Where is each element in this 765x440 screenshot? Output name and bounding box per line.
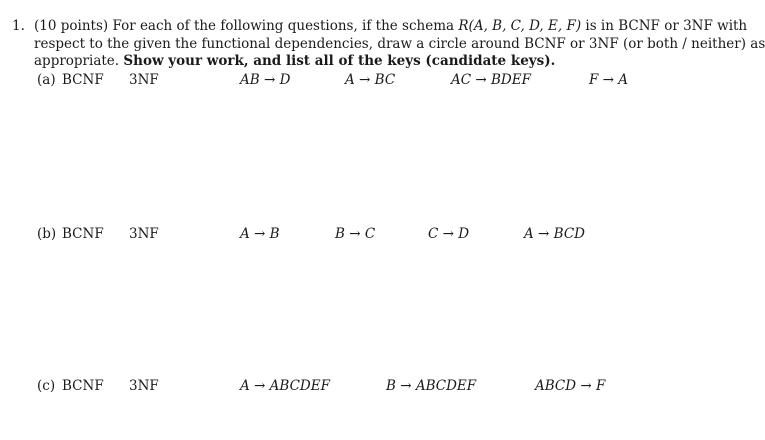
part-c-fd-3: ABCD → F bbox=[535, 378, 606, 394]
part-a-fd-3: AC → BDEF bbox=[451, 72, 531, 88]
question-line-3 bbox=[34, 53, 674, 71]
question-line-2: respect to the given the functional dependencies, draw a circle around BCNF or 3NF (or both / neither) as bbox=[34, 35, 765, 52]
question-text bbox=[34, 18, 765, 71]
part-b-label: (b) bbox=[37, 226, 57, 242]
question-intro: For each of the following questions, if the schema bbox=[112, 18, 455, 34]
schema-name: R(A, B, C, D, E, F) bbox=[458, 18, 582, 34]
part-a-fd-2: A → BC bbox=[345, 72, 396, 88]
part-b-fd-2: B → C bbox=[335, 226, 376, 242]
part-c-fd-2: B → ABCDEF bbox=[386, 378, 477, 394]
question-line-1 bbox=[34, 18, 748, 36]
part-b-fd-1: A → B bbox=[240, 226, 280, 242]
question-number: 1. bbox=[12, 18, 25, 34]
part-b-fd-3: C → D bbox=[428, 226, 470, 242]
question-intro-end: is in BCNF or 3NF with bbox=[585, 18, 748, 34]
part-a-bcnf-option[interactable]: BCNF bbox=[62, 72, 104, 88]
instruction-bold: Show your work, and list all of the keys (candidate keys). bbox=[123, 53, 556, 69]
part-c-bcnf-option[interactable]: BCNF bbox=[62, 378, 104, 394]
part-b-fd-4: A → BCD bbox=[524, 226, 585, 242]
part-b-bcnf-option[interactable]: BCNF bbox=[62, 226, 104, 242]
part-a-label: (a) bbox=[37, 72, 56, 88]
part-b-3nf-option[interactable]: 3NF bbox=[129, 226, 159, 242]
part-a-fd-4: F → A bbox=[589, 72, 629, 88]
part-a-3nf-option[interactable]: 3NF bbox=[129, 72, 159, 88]
part-a-fd-1: AB → D bbox=[240, 72, 291, 88]
question-line-3-plain: appropriate. bbox=[34, 53, 120, 69]
question-points: (10 points) bbox=[34, 18, 109, 34]
part-c-fd-1: A → ABCDEF bbox=[240, 378, 330, 394]
part-c-label: (c) bbox=[37, 378, 56, 394]
part-c-3nf-option[interactable]: 3NF bbox=[129, 378, 159, 394]
